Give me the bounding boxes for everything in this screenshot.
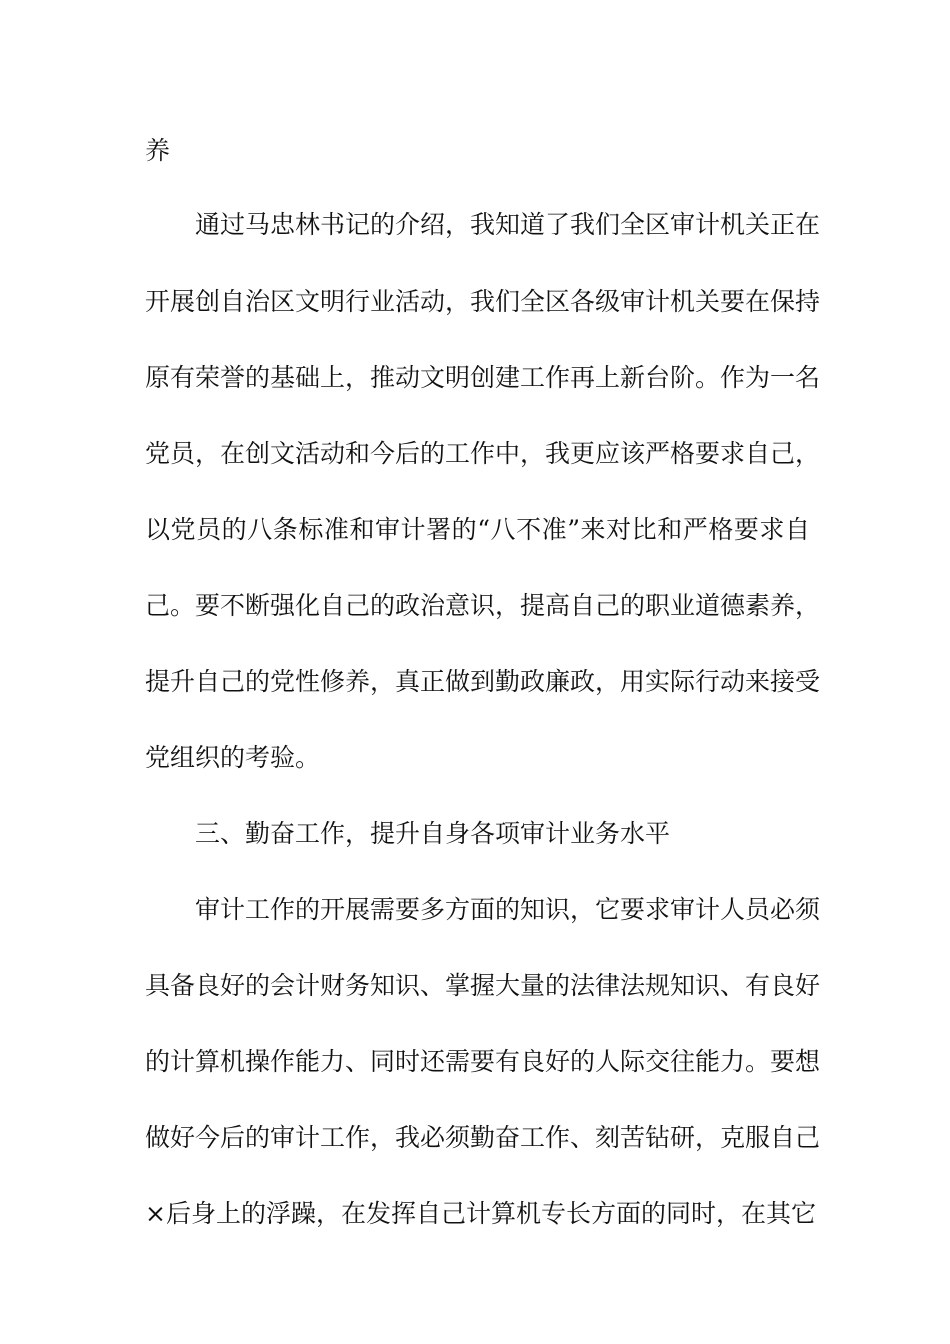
- text-line-11: 审计工作的开展需要多方面的知识，它要求审计人员必须: [195, 895, 821, 924]
- text-line-8: 提升自己的党性修养，真正做到勤政廉政，用实际行动来接受: [145, 667, 821, 696]
- text-line-3: 开展创自治区文明行业活动，我们全区各级审计机关要在保持: [145, 287, 821, 316]
- text-line-5: 党员，在创文活动和今后的工作中，我更应该严格要求自己，: [145, 439, 821, 468]
- text-line-1: 养: [145, 136, 171, 165]
- text-line-15: ×后身上的浮躁，在发挥自己计算机专长方面的同时，在其它: [145, 1199, 816, 1228]
- text-line-6: 以党员的八条标准和审计署的“八不准”来对比和严格要求自: [145, 515, 810, 544]
- text-line-14: 做好今后的审计工作，我必须勤奋工作、刻苦钻研，克服自己: [145, 1123, 821, 1152]
- section-heading: 三、勤奋工作，提升自身各项审计业务水平: [195, 819, 671, 848]
- text-line-2: 通过马忠林书记的介绍，我知道了我们全区审计机关正在: [195, 210, 821, 239]
- text-line-13: 的计算机操作能力、同时还需要有良好的人际交往能力。要想: [145, 1047, 821, 1076]
- text-line-12: 具备良好的会计财务知识、掌握大量的法律法规知识、有良好: [145, 971, 821, 1000]
- text-line-4: 原有荣誉的基础上，推动文明创建工作再上新台阶。作为一名: [145, 363, 821, 392]
- text-line-9: 党组织的考验。: [145, 743, 321, 772]
- text-line-7: 己。要不断强化自己的政治意识，提高自己的职业道德素养，: [145, 591, 821, 620]
